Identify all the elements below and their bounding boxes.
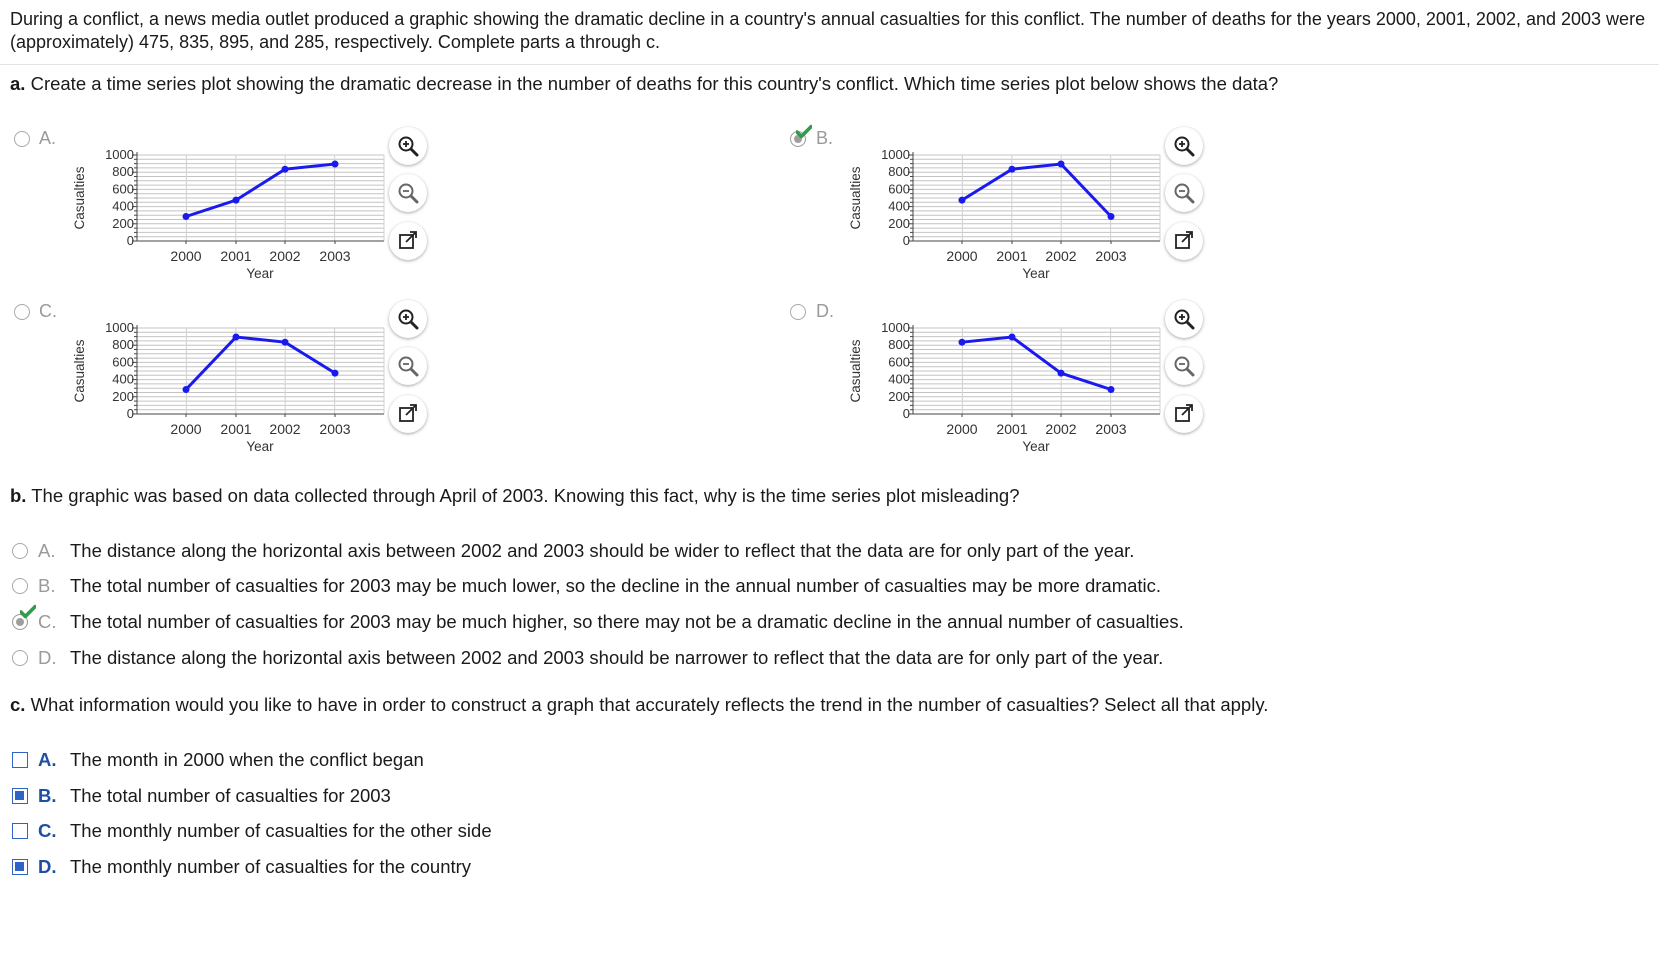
y-tick-label: 0	[126, 406, 134, 421]
c-option-d-letter: D.	[38, 856, 57, 877]
plot-option-c-letter[interactable]: C.	[39, 301, 57, 321]
x-tick-label: 2000	[946, 421, 978, 437]
x-axis-label: Year	[1022, 266, 1050, 281]
data-point	[959, 339, 966, 346]
part-c-text: What information would you like to have in order to construct a graph that accurately reflects the trend in the number of casualties? Select all that apply.	[25, 694, 1269, 715]
part-a-text: Create a time series plot showing the dramatic decrease in the number of deaths for this country's conflict. Which time series plot below shows the data?	[25, 73, 1279, 94]
c-option-d-checkbox[interactable]	[12, 859, 28, 875]
b-option-c-letter: C.	[38, 611, 57, 632]
y-tick-label: 400	[888, 371, 910, 387]
zoom-in-icon	[1173, 135, 1195, 157]
y-tick-label: 0	[902, 406, 910, 421]
y-tick-label: 800	[112, 164, 134, 180]
y-tick-label: 800	[112, 337, 134, 353]
c-option-d-text: The monthly number of casualties for the country	[70, 856, 472, 877]
b-option-b-text: The total number of casualties for 2003 may be much lower, so the decline in the annual number of casualties may be more dramatic.	[70, 575, 1162, 596]
b-option-a-text: The distance along the horizontal axis between 2002 and 2003 should be wider to reflect that the data are for only part of the year.	[70, 540, 1135, 561]
b-option-b-radio[interactable]	[12, 578, 28, 594]
part-c-label: c.	[10, 694, 26, 715]
y-tick-label: 800	[888, 337, 910, 353]
chart-c-zoom-out-button[interactable]	[389, 347, 427, 385]
zoom-out-icon	[397, 355, 419, 377]
x-tick-label: 2001	[220, 421, 252, 437]
c-option-c[interactable]	[12, 819, 492, 843]
b-option-a[interactable]	[12, 539, 1134, 563]
y-tick-label: 600	[888, 181, 910, 197]
zoom-out-icon	[1173, 182, 1195, 204]
x-axis-label: Year	[1022, 439, 1050, 454]
chart-c-popout-button[interactable]	[389, 395, 427, 433]
x-tick-label: 2002	[269, 248, 301, 264]
x-tick-label: 2002	[269, 421, 301, 437]
x-tick-label: 2000	[170, 421, 202, 437]
c-option-b-letter: B.	[38, 785, 57, 806]
part-a-label: a.	[10, 73, 26, 94]
y-tick-label: 400	[888, 198, 910, 214]
chart-a-popout-button[interactable]	[389, 222, 427, 260]
data-point	[1108, 386, 1115, 393]
chart-a-zoom-in-button[interactable]	[389, 127, 427, 165]
popout-icon	[397, 403, 419, 425]
chart-c-zoom-in-button[interactable]	[389, 300, 427, 338]
y-tick-label: 600	[112, 354, 134, 370]
b-option-d-text: The distance along the horizontal axis between 2002 and 2003 should be narrower to reflect that the data are for only part of the year.	[70, 647, 1164, 668]
c-option-c-letter: C.	[38, 820, 57, 841]
x-tick-label: 2000	[170, 248, 202, 264]
part-b-label: b.	[10, 485, 27, 506]
x-tick-label: 2000	[946, 248, 978, 264]
c-option-b-text: The total number of casualties for 2003	[70, 785, 391, 806]
b-option-d-letter: D.	[38, 647, 57, 668]
y-tick-label: 0	[126, 233, 134, 248]
c-option-a-text: The month in 2000 when the conflict began	[70, 749, 424, 770]
part-b-question	[10, 484, 1020, 507]
y-tick-label: 200	[888, 215, 910, 231]
chart-b-zoom-in-button[interactable]	[1165, 127, 1203, 165]
y-axis-label: Casualties	[72, 339, 87, 403]
y-axis-label: Casualties	[848, 339, 863, 403]
b-option-b[interactable]	[12, 574, 1161, 598]
b-option-c[interactable]	[12, 610, 1184, 634]
checkmark-icon	[20, 604, 36, 620]
y-tick-label: 1000	[881, 320, 910, 335]
x-tick-label: 2001	[220, 248, 252, 264]
x-axis-label: Year	[246, 266, 274, 281]
y-axis-label: Casualties	[848, 166, 863, 230]
chart-d-zoom-in-button[interactable]	[1165, 300, 1203, 338]
x-tick-label: 2002	[1045, 248, 1077, 264]
zoom-in-icon	[1173, 308, 1195, 330]
chart-a-zoom-out-button[interactable]	[389, 174, 427, 212]
c-option-c-checkbox[interactable]	[12, 823, 28, 839]
y-tick-label: 600	[112, 181, 134, 197]
plot-option-a-letter[interactable]: A.	[39, 128, 57, 148]
x-tick-label: 2003	[1095, 421, 1127, 437]
c-option-b[interactable]	[12, 784, 391, 808]
part-c-question	[10, 693, 1268, 716]
y-tick-label: 200	[112, 388, 134, 404]
b-option-d[interactable]	[12, 646, 1163, 670]
x-tick-label: 2003	[319, 248, 351, 264]
c-option-a-checkbox[interactable]	[12, 752, 28, 768]
y-axis-label: Casualties	[72, 166, 87, 230]
plot-option-b-letter[interactable]: B.	[816, 128, 834, 148]
zoom-in-icon	[397, 135, 419, 157]
y-tick-label: 1000	[881, 147, 910, 162]
y-tick-label: 800	[888, 164, 910, 180]
c-option-c-text: The monthly number of casualties for the other side	[70, 820, 492, 841]
chart-d-popout-button[interactable]	[1165, 395, 1203, 433]
y-tick-label: 1000	[105, 147, 134, 162]
x-tick-label: 2003	[1095, 248, 1127, 264]
y-tick-label: 200	[888, 388, 910, 404]
y-tick-label: 200	[112, 215, 134, 231]
x-axis-label: Year	[246, 439, 274, 454]
chart-b-zoom-out-button[interactable]	[1165, 174, 1203, 212]
y-tick-label: 400	[112, 371, 134, 387]
x-tick-label: 2001	[996, 248, 1028, 264]
chart-b-popout-button[interactable]	[1165, 222, 1203, 260]
data-point	[1058, 370, 1065, 377]
zoom-out-icon	[397, 182, 419, 204]
chart-d-zoom-out-button[interactable]	[1165, 347, 1203, 385]
intro-text: During a conflict, a news media outlet produced a graphic showing the dramatic decline in a country's annual casualties for this conflict. The number of deaths for the years 2000, 2001, 2002, and 2003 were (approximately) 475, 835, 895, and 285, respectively. Complete parts a through c.	[10, 9, 1646, 52]
popout-icon	[1173, 230, 1195, 252]
popout-icon	[397, 230, 419, 252]
zoom-in-icon	[397, 308, 419, 330]
b-option-a-radio[interactable]	[12, 543, 28, 559]
y-tick-label: 400	[112, 198, 134, 214]
c-option-a[interactable]	[12, 748, 424, 772]
part-b-text: The graphic was based on data collected through April of 2003. Knowing this fact, why is the time series plot misleading?	[26, 485, 1020, 506]
data-point	[1009, 334, 1016, 341]
b-option-d-radio[interactable]	[12, 650, 28, 666]
b-option-a-letter: A.	[38, 540, 56, 561]
y-tick-label: 1000	[105, 320, 134, 335]
y-tick-label: 600	[888, 354, 910, 370]
zoom-out-icon	[1173, 355, 1195, 377]
b-option-c-text: The total number of casualties for 2003 may be much higher, so there may not be a dramatic decline in the annual number of casualties.	[70, 611, 1184, 632]
b-option-b-letter: B.	[38, 575, 56, 596]
x-tick-label: 2002	[1045, 421, 1077, 437]
plot-option-d-letter[interactable]: D.	[816, 301, 834, 321]
x-tick-label: 2001	[996, 421, 1028, 437]
c-option-a-letter: A.	[38, 749, 57, 770]
c-option-d[interactable]	[12, 855, 471, 879]
popout-icon	[1173, 403, 1195, 425]
y-tick-label: 0	[902, 233, 910, 248]
c-option-b-checkbox[interactable]	[12, 788, 28, 804]
x-tick-label: 2003	[319, 421, 351, 437]
